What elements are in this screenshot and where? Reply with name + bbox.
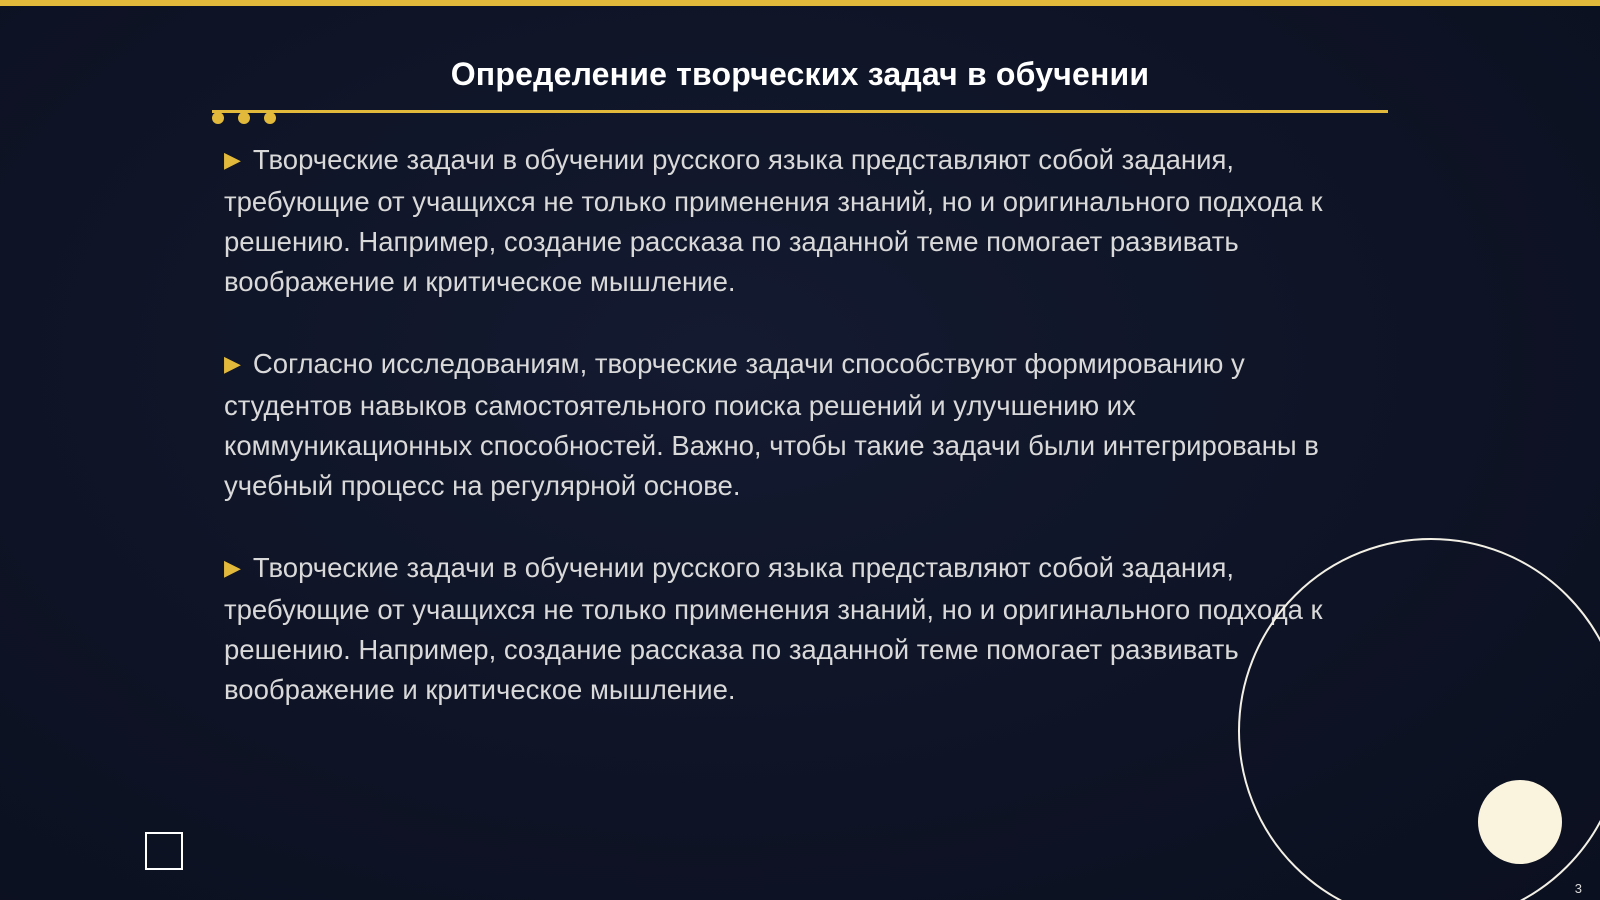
top-accent-bar: [0, 0, 1600, 6]
decorative-dots: [212, 112, 292, 126]
dot-icon: [212, 112, 224, 124]
bullet-text: Творческие задачи в обучении русского языка представляют собой задания, требующие от учащихся не только применения знаний, но и оригинального подхода к решению. Например, создание рассказа по заданной теме помогает развивать воображение и критическое мышление.: [224, 144, 1323, 297]
dot-icon: [264, 112, 276, 124]
bullet-paragraph: [224, 140, 1364, 302]
square-outline-decoration: [145, 832, 183, 870]
bullet-paragraph: [224, 344, 1364, 506]
triangle-bullet-icon: ▶: [224, 147, 241, 172]
filled-circle-decoration: [1478, 780, 1562, 864]
bullet-text: Творческие задачи в обучении русского языка представляют собой задания, требующие от учащихся не только применения знаний, но и оригинального подхода к решению. Например, создание рассказа по заданной теме помогает развивать воображение и критическое мышление.: [224, 552, 1323, 705]
title-underline: [212, 110, 1388, 113]
slide-title: Определение творческих задач в обучении: [450, 56, 1150, 92]
bullet-paragraph: [224, 548, 1364, 710]
bullet-text: Согласно исследованиям, творческие задачи способствуют формированию у студентов навыков самостоятельного поиска решений и улучшению их коммуникационных способностей. Важно, чтобы такие задачи были интегрированы в учебный процесс на регулярной основе.: [224, 348, 1319, 501]
page-number: 3: [1574, 881, 1582, 896]
triangle-bullet-icon: ▶: [224, 555, 241, 580]
bullet-list: [224, 140, 1364, 752]
dot-icon: [238, 112, 250, 124]
triangle-bullet-icon: ▶: [224, 351, 241, 376]
